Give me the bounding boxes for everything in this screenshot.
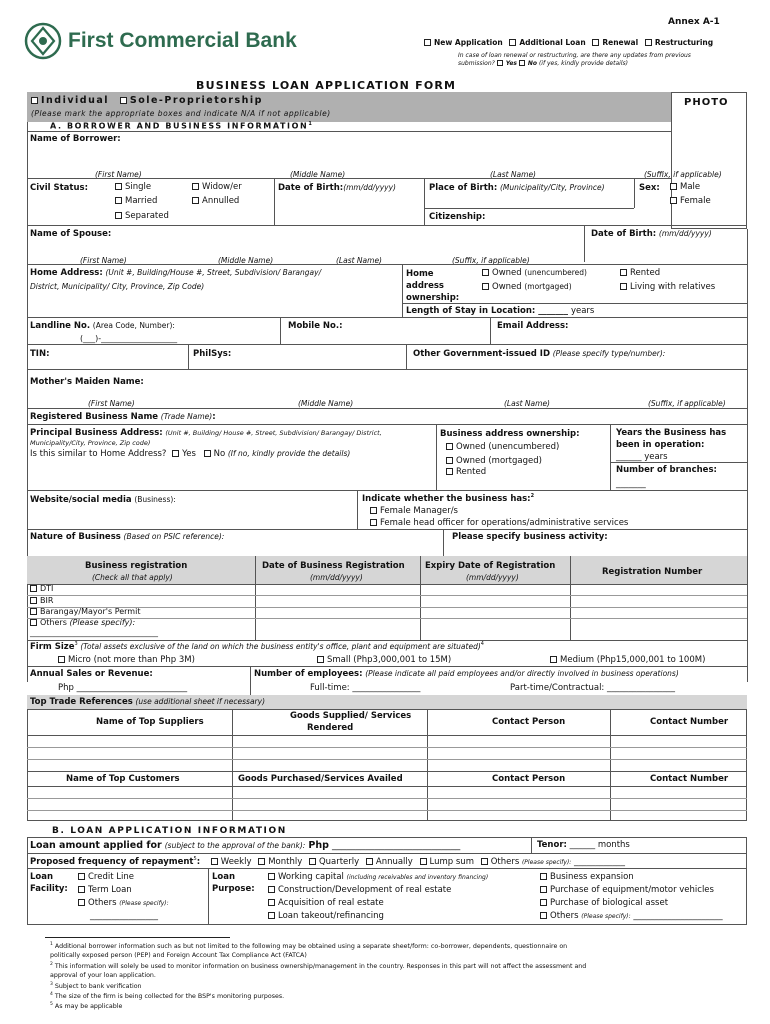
similar-yes-checkbox[interactable]	[172, 450, 179, 457]
divider	[427, 709, 428, 821]
purpose-others-input[interactable]: _____________________	[633, 911, 723, 921]
divider	[490, 317, 491, 344]
divider	[188, 344, 189, 369]
tenor-row: Tenor: ______ months	[537, 840, 630, 850]
divider	[27, 747, 747, 748]
nature-label: Nature of Business (Based on PSIC reference):	[30, 532, 225, 542]
divider	[27, 225, 747, 226]
purpose-acquisition[interactable]: Acquisition of real estate	[268, 898, 384, 908]
footnote-rule	[45, 937, 230, 938]
divider	[406, 344, 407, 369]
section-b-title: B. LOAN APPLICATION INFORMATION	[52, 826, 287, 836]
section-a-title: A. BORROWER AND BUSINESS INFORMATION$^1$	[50, 121, 314, 131]
biz-owned-unencumbered-checkbox[interactable]	[446, 443, 453, 450]
owned-mortgaged-checkbox[interactable]	[482, 283, 489, 290]
female-checkbox[interactable]	[670, 197, 677, 204]
sex-male[interactable]: Male	[670, 182, 700, 192]
term-loan-checkbox[interactable]	[78, 886, 85, 893]
civil-married[interactable]: Married	[115, 196, 157, 206]
loan-amount-row: Loan amount applied for (subject to the approval of the bank): Php ___________________________	[30, 840, 461, 851]
trade-refs-label: Top Trade References (use additional sheet if necessary)	[30, 697, 266, 707]
middle-name-hint: (Middle Name)	[290, 170, 346, 179]
divider	[610, 462, 747, 463]
divider	[250, 666, 251, 695]
divider	[208, 868, 209, 925]
facility-others[interactable]: Others (Please specify):	[78, 898, 169, 908]
divider	[424, 208, 634, 209]
separated-checkbox[interactable]	[115, 212, 122, 219]
divider	[27, 810, 747, 811]
divider	[27, 529, 747, 530]
spouse-dob-label: Date of Birth: (mm/dd/yyyy)	[591, 229, 712, 239]
bank-logo-icon	[24, 22, 62, 60]
spouse-first-hint: (First Name)	[80, 256, 127, 265]
civil-widow[interactable]: Widow/er	[192, 182, 242, 192]
home-living-relatives[interactable]: Living with relatives	[620, 282, 715, 292]
email-label: Email Address:	[497, 321, 569, 331]
reg-col3-hint: (mm/dd/yyyy)	[466, 573, 519, 582]
annually-checkbox[interactable]	[366, 858, 373, 865]
civil-single[interactable]: Single	[115, 182, 151, 192]
owned-unencumbered-checkbox[interactable]	[482, 269, 489, 276]
home-rented[interactable]: Rented	[620, 268, 660, 278]
home-owned-unencumbered[interactable]: Owned (unencumbered)	[482, 268, 587, 278]
divider	[424, 178, 425, 225]
purpose-construction[interactable]: Construction/Development of real estate	[268, 885, 451, 895]
annual-sales-label: Annual Sales or Revenue:	[30, 669, 153, 679]
indicate-label: Indicate whether the business has:$^2$	[362, 493, 535, 504]
spouse-middle-hint: (Middle Name)	[218, 256, 274, 265]
years-operation-input[interactable]: ______ years	[616, 452, 668, 462]
photo-box	[671, 92, 747, 229]
construction-checkbox[interactable]	[268, 886, 275, 893]
credit-line-checkbox[interactable]	[78, 873, 85, 880]
biological-checkbox[interactable]	[540, 899, 547, 906]
divider	[27, 131, 671, 132]
rented-checkbox[interactable]	[620, 269, 627, 276]
additional-loan-checkbox[interactable]	[509, 39, 516, 46]
updates-no-checkbox[interactable]	[519, 60, 525, 66]
landline-input[interactable]: (___)-___________________	[80, 334, 178, 343]
tin-label: TIN:	[30, 349, 50, 359]
reg-col2-hint: (mm/dd/yyyy)	[310, 573, 363, 582]
purpose-label-2: Purpose:	[212, 884, 255, 894]
employees-label: Number of employees: (Please indicate all paid employees and/or directly involved in business operations)	[254, 669, 679, 679]
new-application-checkbox[interactable]	[424, 39, 431, 46]
goods-supplied-header-1: Goods Supplied/ Services	[290, 711, 412, 721]
principal-address-label: Principal Business Address: (Unit #, Building/ House #, Street, Subdivision/ Barangay/ District,	[30, 428, 382, 438]
civil-status-label: Civil Status:	[30, 183, 88, 193]
spouse-suffix-hint: (Suffix, if applicable)	[452, 256, 530, 265]
divider	[27, 853, 747, 854]
repayment-frequency-row: Proposed frequency of repayment$^5$: Weekly Monthly Quarterly Annually Lump sum Others (Please specify): ____________	[30, 856, 626, 867]
firm-size-label: Firm Size$^3$ (Total assets exclusive of the land on which the business entity's office, plant and equipment are situated)$^4$	[30, 641, 484, 652]
biz-rented-checkbox[interactable]	[446, 468, 453, 475]
form-instruction: (Please mark the appropriate boxes and indicate N/A if not applicable)	[31, 109, 331, 118]
divider	[27, 786, 747, 787]
reg-others[interactable]: Others (Please specify):	[30, 618, 135, 627]
barangay-checkbox[interactable]	[30, 608, 37, 615]
years-operation-label-2: been in operation:	[616, 440, 705, 450]
purpose-expansion[interactable]: Business expansion	[540, 872, 634, 882]
expansion-checkbox[interactable]	[540, 873, 547, 880]
restructuring-checkbox[interactable]	[645, 39, 652, 46]
mother-maiden-label: Mother's Maiden Name:	[30, 377, 144, 387]
facility-others-input[interactable]: ________________	[90, 911, 158, 921]
divider	[27, 344, 747, 345]
male-checkbox[interactable]	[670, 183, 677, 190]
divider	[27, 771, 747, 772]
branches-input[interactable]: _______	[616, 479, 646, 489]
divider	[232, 709, 233, 821]
customers-header: Name of Top Customers	[66, 774, 180, 784]
business-ownership-label: Business address ownership:	[440, 429, 580, 439]
spouse-last-hint: (Last Name)	[336, 256, 382, 265]
application-type-row: New Application Additional Loan Renewal Restructuring	[424, 38, 713, 47]
female-manager-option[interactable]: Female Manager/s	[370, 506, 458, 516]
annulled-checkbox[interactable]	[192, 197, 199, 204]
weekly-checkbox[interactable]	[211, 858, 218, 865]
divider	[27, 490, 747, 491]
working-capital-checkbox[interactable]	[268, 873, 275, 880]
years-operation-label-1: Years the Business has	[616, 428, 727, 438]
length-of-stay: Length of Stay in Location: _______ years	[406, 306, 595, 316]
dob-label: Date of Birth:(mm/dd/yyyy)	[278, 183, 396, 193]
mother-first-hint: (First Name)	[88, 399, 135, 408]
divider	[27, 868, 747, 869]
applicant-type-row: Individual Sole-Proprietorship	[31, 95, 263, 106]
footnote-3: $^3$ Subject to bank verification	[50, 982, 142, 991]
civil-separated[interactable]: Separated	[115, 211, 169, 221]
divider	[27, 264, 747, 265]
updates-yes-checkbox[interactable]	[497, 60, 503, 66]
divider	[27, 424, 747, 425]
home-own-label-3: ownership:	[406, 293, 460, 303]
mobile-label: Mobile No.:	[288, 321, 343, 331]
pob-label: Place of Birth: (Municipality/City, Province)	[429, 183, 605, 193]
equipment-checkbox[interactable]	[540, 886, 547, 893]
purpose-takeout[interactable]: Loan takeout/refinancing	[268, 911, 384, 921]
customer-contact-number-header: Contact Number	[650, 774, 729, 784]
supplier-contact-number-header: Contact Number	[650, 717, 729, 727]
mother-last-hint: (Last Name)	[504, 399, 550, 408]
purpose-others[interactable]: Others (Please specify): _____________________	[540, 911, 723, 921]
footnote-4: $^4$ The size of the firm is being collected for the BSP's monitoring purposes.	[50, 992, 285, 1001]
divider	[584, 225, 585, 262]
supplier-contact-person-header: Contact Person	[492, 717, 566, 727]
reg-others-checkbox[interactable]	[30, 619, 37, 626]
reg-others-input[interactable]: ________________________________	[30, 628, 158, 637]
philsys-label: PhilSys:	[193, 349, 232, 359]
left-border	[27, 122, 28, 682]
loan-amount-input[interactable]: ___________________________	[331, 840, 461, 851]
spouse-label: Name of Spouse:	[30, 229, 112, 239]
reg-col4: Registration Number	[602, 567, 703, 577]
landline-label: Landline No. (Area Code, Number):	[30, 321, 175, 331]
single-checkbox[interactable]	[115, 183, 122, 190]
purpose-working-capital[interactable]: Working capital (including receivables and inventory financing)	[268, 872, 488, 882]
facility-term-loan[interactable]: Term Loan	[78, 885, 132, 895]
acquisition-checkbox[interactable]	[268, 899, 275, 906]
mother-suffix-hint: (Suffix, if applicable)	[648, 399, 726, 408]
freq-others-checkbox[interactable]	[481, 858, 488, 865]
divider	[420, 556, 421, 640]
footnote-2b: approval of your loan application.	[50, 972, 156, 979]
married-checkbox[interactable]	[115, 197, 122, 204]
divider	[27, 595, 747, 596]
business-owned-mortgaged[interactable]: Owned (mortgaged)	[446, 456, 542, 466]
female-manager-checkbox[interactable]	[370, 507, 377, 514]
medium-checkbox[interactable]	[550, 656, 557, 663]
business-rented[interactable]: Rented	[446, 467, 486, 477]
bir-checkbox[interactable]	[30, 597, 37, 604]
form-title: BUSINESS LOAN APPLICATION FORM	[196, 79, 457, 92]
footnote-1b: politically exposed person (PEP) and Foreign Account Tax Compliance Act (FATCA)	[50, 952, 307, 959]
business-owned-unencumbered[interactable]: Owned (unencumbered)	[446, 442, 559, 452]
divider	[402, 303, 747, 304]
divider	[274, 178, 275, 225]
purpose-equipment[interactable]: Purchase of equipment/motor vehicles	[540, 885, 714, 895]
similar-no-checkbox[interactable]	[204, 450, 211, 457]
sex-label: Sex:	[639, 183, 660, 193]
tenor-input[interactable]: ______	[569, 840, 596, 850]
divider	[531, 837, 532, 853]
mother-middle-hint: (Middle Name)	[298, 399, 354, 408]
sex-female[interactable]: Female	[670, 196, 711, 206]
footnote-1a: $^1$ Additional borrower information such as but not limited to the following may be obtained using a separate sheet/form: co-borrower, dependents, questionnaire on	[50, 942, 568, 951]
first-name-hint: (First Name)	[95, 170, 142, 179]
freq-others-input[interactable]: ____________	[574, 856, 626, 867]
photo-label: PHOTO	[684, 97, 729, 108]
reg-col3: Expiry Date of Registration	[425, 561, 556, 571]
home-address-label: Home Address: (Unit #, Building/House #, Street, Subdivision/ Barangay/	[30, 268, 322, 278]
home-own-label-1: Home	[406, 269, 434, 279]
parttime-input[interactable]: Part-time/Contractual: ________________	[510, 683, 676, 693]
home-owned-mortgaged[interactable]: Owned (mortgaged)	[482, 282, 572, 292]
divider	[27, 369, 747, 370]
firm-small[interactable]: Small (Php3,000,001 to 15M)	[317, 655, 451, 665]
divider	[27, 759, 747, 760]
bank-name: First Commercial Bank	[68, 29, 297, 52]
purpose-label-1: Loan	[212, 872, 236, 882]
footnote-2a: $^2$ This information will solely be used to monitor information on business ownership/management in the country. Responses in this part will not affect the assessment and	[50, 962, 587, 971]
living-relatives-checkbox[interactable]	[620, 283, 627, 290]
facility-credit-line[interactable]: Credit Line	[78, 872, 134, 882]
annual-sales-input[interactable]: Php __________________________	[58, 683, 188, 693]
reg-col1: Business registration	[85, 561, 188, 571]
widow-checkbox[interactable]	[192, 183, 199, 190]
sole-proprietorship-checkbox[interactable]	[120, 97, 127, 104]
divider	[402, 264, 403, 317]
registered-business-label: Registered Business Name (Trade Name):	[30, 412, 216, 422]
reg-bir[interactable]: BIR	[30, 596, 53, 605]
divider	[610, 709, 611, 821]
female-head-option[interactable]: Female head officer for operations/administrative services	[370, 518, 628, 528]
similar-home-row: Is this similar to Home Address? Yes No (If no, kindly provide the details)	[30, 449, 351, 459]
renewal-note-line1: In case of loan renewal or restructuring, are there any updates from previous	[458, 52, 691, 59]
divider	[27, 584, 747, 585]
renewal-note-line2: submission? Yes No (if yes, kindly provide details)	[458, 60, 628, 67]
facility-others-checkbox[interactable]	[78, 899, 85, 906]
female-head-checkbox[interactable]	[370, 519, 377, 526]
divider	[634, 178, 635, 208]
suppliers-header: Name of Top Suppliers	[96, 717, 204, 727]
divider	[27, 317, 747, 318]
annex-label: Annex A-1	[668, 17, 720, 27]
divider	[610, 424, 611, 490]
citizenship-label: Citizenship:	[429, 212, 486, 222]
footnote-5: $^5$ As may be applicable	[50, 1002, 123, 1011]
reg-col2: Date of Business Registration	[262, 561, 405, 571]
purpose-biological[interactable]: Purchase of biological asset	[540, 898, 668, 908]
activity-label: Please specify business activity:	[452, 532, 608, 542]
reg-dti[interactable]: DTI	[30, 584, 53, 593]
website-label: Website/social media (Business):	[30, 495, 176, 505]
last-name-hint: (Last Name)	[490, 170, 536, 179]
divider	[280, 317, 281, 344]
monthly-checkbox[interactable]	[258, 858, 265, 865]
firm-medium[interactable]: Medium (Php15,000,001 to 100M)	[550, 655, 705, 665]
branches-label: Number of branches:	[616, 465, 717, 475]
reg-col1-hint: (Check all that apply)	[92, 573, 173, 582]
civil-annulled[interactable]: Annulled	[192, 196, 239, 206]
reg-barangay[interactable]: Barangay/Mayor's Permit	[30, 607, 140, 616]
divider	[27, 735, 747, 736]
facility-label-2: Facility:	[30, 884, 68, 894]
divider	[27, 666, 747, 667]
dti-checkbox[interactable]	[30, 585, 37, 592]
purpose-others-checkbox[interactable]	[540, 912, 547, 919]
goods-purchased-header: Goods Purchased/Services Availed	[238, 774, 403, 784]
other-id-label: Other Government-issued ID (Please specify type/number):	[413, 349, 666, 359]
divider	[443, 529, 444, 556]
firm-micro[interactable]: Micro (not more than Php 3M)	[58, 655, 195, 665]
biz-owned-mortgaged-checkbox[interactable]	[446, 457, 453, 464]
small-checkbox[interactable]	[317, 656, 324, 663]
home-address-hint: District, Municipality/ City, Province, Zip Code)	[30, 282, 205, 291]
divider	[357, 490, 358, 529]
quarterly-checkbox[interactable]	[309, 858, 316, 865]
renewal-checkbox[interactable]	[592, 39, 599, 46]
divider	[570, 556, 571, 640]
customer-contact-person-header: Contact Person	[492, 774, 566, 784]
divider	[27, 408, 747, 409]
home-own-label-2: address	[406, 281, 444, 291]
divider	[436, 424, 437, 490]
divider	[255, 556, 256, 640]
individual-checkbox[interactable]	[31, 97, 38, 104]
takeout-checkbox[interactable]	[268, 912, 275, 919]
facility-label-1: Loan	[30, 872, 54, 882]
suffix-hint: (Suffix, if applicable)	[644, 170, 722, 179]
micro-checkbox[interactable]	[58, 656, 65, 663]
divider	[27, 178, 671, 179]
principal-address-hint: Municipality/City, Province, Zip code)	[30, 439, 151, 447]
goods-supplied-header-2: Rendered	[307, 723, 354, 733]
right-border	[747, 229, 748, 682]
lump-sum-checkbox[interactable]	[420, 858, 427, 865]
borrower-name-label: Name of Borrower:	[30, 134, 121, 144]
divider	[27, 798, 747, 799]
fulltime-input[interactable]: Full-time: ________________	[310, 683, 421, 693]
